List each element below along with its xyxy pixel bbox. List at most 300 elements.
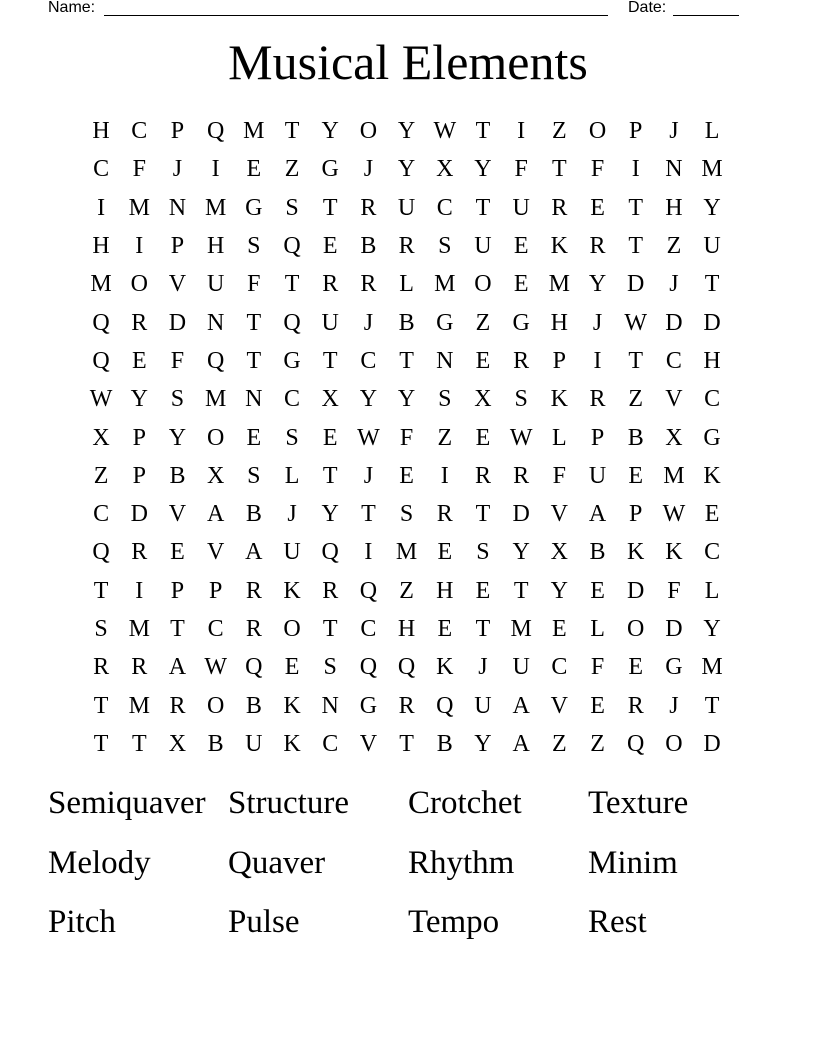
- grid-letter: I: [517, 118, 526, 145]
- grid-letter: J: [478, 654, 488, 681]
- name-field-line[interactable]: [104, 15, 608, 16]
- grid-letter: O: [359, 118, 378, 145]
- page-title: Musical Elements: [228, 34, 588, 90]
- grid-letter: Q: [206, 347, 225, 374]
- grid-letter: Q: [283, 233, 301, 260]
- grid-row: [82, 112, 732, 150]
- grid-letter: R: [360, 194, 377, 221]
- grid-letter: P: [629, 501, 643, 528]
- grid-letter: Z: [475, 309, 491, 336]
- grid-letter: T: [93, 577, 109, 604]
- grid-letter: G: [703, 424, 721, 451]
- grid-letter: T: [322, 194, 338, 221]
- grid-letter: E: [246, 424, 262, 451]
- grid-letter: P: [552, 347, 567, 374]
- grid-letter: H: [92, 233, 110, 260]
- grid-letter: F: [247, 271, 261, 298]
- date-field-line[interactable]: [673, 15, 739, 16]
- grid-letter: C: [207, 616, 224, 642]
- grid-letter: B: [245, 692, 262, 719]
- grid-letter: J: [363, 462, 374, 489]
- grid-letter: S: [285, 424, 299, 451]
- grid-letter: Q: [436, 692, 454, 719]
- grid-letter: K: [703, 462, 721, 489]
- grid-letter: Z: [93, 462, 109, 489]
- grid-letter: V: [550, 692, 569, 719]
- grid-letter: N: [665, 156, 683, 183]
- grid-letter: Y: [397, 156, 416, 183]
- grid-letter: A: [512, 730, 530, 757]
- grid-letter: I: [135, 577, 144, 604]
- grid-letter: Q: [92, 347, 110, 374]
- grid-letter: T: [628, 194, 644, 221]
- grid-letter: K: [665, 539, 683, 566]
- grid-letter: O: [130, 271, 148, 298]
- grid-letter: T: [131, 730, 147, 757]
- grid-letter: F: [514, 156, 528, 183]
- grid-letter: E: [284, 654, 300, 681]
- grid-letter: T: [361, 501, 376, 528]
- grid-letter: B: [398, 309, 415, 336]
- grid-row: [82, 150, 732, 188]
- grid-letter: E: [131, 347, 147, 374]
- grid-letter: S: [247, 462, 261, 489]
- grid-letter: R: [551, 194, 568, 221]
- grid-letter: Z: [552, 730, 567, 757]
- grid-letter: C: [93, 156, 110, 183]
- grid-letter: E: [513, 233, 529, 260]
- grid-row: [82, 265, 732, 303]
- grid-letter: X: [321, 386, 339, 413]
- grid-letter: Z: [284, 156, 300, 183]
- grid-letter: C: [436, 194, 453, 221]
- grid-letter: U: [206, 271, 225, 298]
- grid-letter: O: [474, 271, 492, 298]
- word-list-item: Pitch: [48, 904, 116, 940]
- grid-letter: M: [548, 271, 571, 298]
- grid-letter: R: [93, 654, 110, 681]
- grid-letter: D: [627, 577, 645, 604]
- grid-letter: R: [169, 692, 186, 719]
- grid-letter: M: [701, 156, 723, 183]
- grid-letter: T: [628, 233, 644, 260]
- grid-letter: Y: [512, 539, 530, 566]
- grid-letter: U: [397, 194, 416, 221]
- word-list: [48, 778, 768, 957]
- grid-letter: T: [704, 271, 720, 298]
- grid-letter: P: [170, 118, 185, 145]
- grid-letter: E: [322, 233, 338, 260]
- grid-letter: B: [360, 233, 377, 260]
- grid-letter: V: [550, 501, 569, 528]
- grid-letter: L: [590, 616, 605, 642]
- grid-letter: U: [245, 730, 263, 757]
- grid-row: [82, 648, 732, 686]
- grid-letter: Y: [588, 271, 607, 298]
- grid-letter: P: [132, 424, 146, 451]
- grid-letter: T: [246, 347, 262, 374]
- grid-letter: A: [588, 501, 607, 528]
- grid-letter: R: [360, 271, 377, 298]
- grid-letter: E: [170, 539, 185, 566]
- grid-letter: Z: [399, 577, 414, 604]
- grid-letter: X: [92, 424, 110, 451]
- grid-letter: W: [509, 424, 533, 451]
- grid-letter: E: [628, 462, 644, 489]
- grid-letter: U: [283, 539, 301, 566]
- grid-letter: Q: [627, 730, 645, 757]
- grid-letter: D: [130, 501, 148, 528]
- grid-letter: R: [131, 654, 148, 681]
- grid-row: [82, 189, 732, 227]
- grid-letter: U: [474, 692, 492, 719]
- grid-letter: Q: [397, 654, 416, 681]
- grid-letter: N: [436, 347, 454, 374]
- grid-letter: H: [206, 233, 225, 260]
- worksheet-header: [48, 0, 748, 20]
- word-list-item: Structure: [228, 785, 349, 821]
- word-list-item: Minim: [588, 844, 678, 881]
- grid-letter: F: [667, 577, 681, 604]
- grid-letter: I: [211, 156, 220, 183]
- grid-letter: M: [243, 118, 265, 145]
- grid-letter: Y: [397, 118, 416, 145]
- grid-letter: C: [93, 501, 110, 528]
- grid-letter: L: [552, 424, 567, 451]
- grid-letter: E: [590, 692, 605, 719]
- grid-letter: R: [131, 539, 148, 566]
- grid-letter: G: [359, 692, 378, 719]
- grid-letter: S: [94, 616, 108, 642]
- grid-letter: U: [321, 309, 339, 336]
- grid-letter: A: [168, 654, 187, 681]
- grid-letter: A: [245, 539, 263, 566]
- grid-letter: T: [246, 309, 262, 336]
- grid-letter: R: [589, 233, 606, 260]
- grid-letter: H: [550, 309, 569, 336]
- grid-letter: V: [359, 730, 378, 757]
- grid-letter: Y: [703, 194, 721, 221]
- grid-letter: B: [245, 501, 262, 528]
- grid-letter: C: [322, 730, 339, 757]
- word-list-item: Rhythm: [408, 844, 515, 881]
- grid-letter: O: [206, 424, 225, 451]
- grid-letter: R: [513, 347, 530, 374]
- word-list-item: Semiquaver: [48, 785, 206, 821]
- grid-letter: T: [628, 347, 644, 374]
- grid-letter: I: [97, 194, 106, 221]
- grid-letter: O: [283, 616, 301, 642]
- grid-letter: T: [399, 730, 414, 757]
- grid-row: [82, 418, 732, 456]
- grid-letter: T: [284, 271, 300, 298]
- grid-letter: O: [588, 118, 607, 145]
- grid-letter: J: [669, 118, 679, 145]
- grid-letter: M: [204, 386, 227, 413]
- grid-letter: A: [206, 501, 225, 528]
- grid-letter: E: [437, 539, 453, 566]
- grid-letter: F: [170, 347, 185, 374]
- grid-letter: W: [662, 501, 686, 528]
- word-list-item: Crotchet: [408, 785, 522, 821]
- grid-letter: X: [206, 462, 225, 489]
- grid-letter: T: [170, 616, 185, 642]
- grid-letter: O: [665, 730, 683, 757]
- grid-letter: S: [323, 654, 337, 681]
- grid-letter: C: [704, 539, 721, 566]
- grid-letter: E: [437, 616, 453, 642]
- grid-letter: T: [475, 194, 491, 221]
- grid-letter: F: [552, 462, 567, 489]
- grid-letter: C: [665, 347, 682, 374]
- grid-letter: G: [321, 156, 339, 183]
- grid-letter: H: [92, 118, 110, 145]
- grid-letter: J: [363, 309, 374, 336]
- grid-letter: Y: [130, 386, 148, 413]
- grid-letter: K: [436, 654, 454, 681]
- grid-letter: E: [513, 271, 529, 298]
- grid-letter: B: [589, 539, 606, 566]
- grid-letter: Q: [283, 309, 301, 336]
- grid-letter: E: [628, 654, 644, 681]
- grid-letter: J: [592, 309, 603, 336]
- grid-letter: P: [208, 577, 223, 604]
- grid-row: [82, 610, 732, 648]
- grid-letter: I: [364, 539, 373, 566]
- grid-letter: Y: [703, 616, 721, 642]
- grid-letter: P: [132, 462, 146, 489]
- grid-letter: Z: [628, 386, 644, 413]
- word-list-item: Rest: [588, 904, 647, 940]
- grid-letter: I: [135, 233, 144, 260]
- grid-letter: T: [93, 692, 109, 719]
- grid-letter: N: [206, 309, 225, 336]
- grid-letter: N: [321, 692, 339, 719]
- grid-letter: Z: [590, 730, 605, 757]
- grid-letter: C: [360, 616, 377, 642]
- word-list-item: Tempo: [408, 904, 500, 940]
- grid-letter: N: [168, 194, 187, 221]
- grid-letter: L: [704, 577, 720, 604]
- grid-letter: T: [513, 577, 529, 604]
- grid-letter: R: [322, 577, 339, 604]
- grid-letter: P: [590, 424, 605, 451]
- grid-row: [82, 303, 732, 341]
- grid-letter: U: [512, 194, 530, 221]
- grid-letter: W: [204, 654, 227, 681]
- grid-letter: M: [663, 462, 685, 489]
- grid-letter: E: [590, 577, 605, 604]
- grid-row: [82, 342, 732, 380]
- word-list-item: Pulse: [228, 904, 300, 940]
- grid-letter: T: [322, 347, 338, 374]
- grid-letter: F: [590, 156, 605, 183]
- grid-letter: X: [168, 730, 187, 757]
- grid-letter: B: [436, 730, 453, 757]
- grid-letter: T: [322, 462, 338, 489]
- grid-letter: T: [284, 118, 300, 145]
- grid-letter: R: [245, 616, 262, 642]
- grid-letter: V: [168, 271, 187, 298]
- grid-letter: D: [168, 309, 187, 336]
- grid-letter: G: [436, 309, 454, 336]
- grid-letter: R: [436, 501, 453, 528]
- grid-letter: I: [593, 347, 602, 374]
- grid-letter: Z: [552, 118, 567, 145]
- grid-letter: G: [665, 654, 683, 681]
- grid-letter: S: [476, 539, 490, 566]
- grid-letter: L: [284, 462, 300, 489]
- grid-letter: M: [128, 194, 150, 221]
- grid-letter: K: [283, 577, 301, 604]
- grid-letter: H: [397, 616, 416, 642]
- grid-letter: Y: [168, 424, 187, 451]
- grid-letter: C: [704, 386, 721, 413]
- grid-letter: K: [550, 233, 569, 260]
- grid-letter: R: [131, 309, 148, 336]
- grid-letter: P: [170, 233, 185, 260]
- grid-letter: B: [169, 462, 186, 489]
- grid-letter: Y: [397, 386, 416, 413]
- name-label: Name:: [48, 0, 96, 16]
- grid-letter: K: [627, 539, 645, 566]
- grid-letter: X: [665, 424, 683, 451]
- grid-letter: M: [395, 539, 418, 566]
- grid-letter: J: [669, 692, 679, 719]
- grid-letter: M: [510, 616, 532, 642]
- grid-letter: M: [701, 654, 723, 681]
- grid-letter: D: [665, 309, 683, 336]
- grid-letter: C: [284, 386, 301, 413]
- grid-letter: E: [475, 424, 491, 451]
- grid-letter: D: [627, 271, 645, 298]
- grid-letter: S: [438, 386, 452, 413]
- word-list-item: Quaver: [228, 844, 326, 881]
- grid-letter: R: [398, 692, 415, 719]
- grid-letter: X: [436, 156, 454, 183]
- grid-letter: I: [631, 156, 640, 183]
- grid-letter: K: [550, 386, 569, 413]
- grid-letter: B: [207, 730, 224, 757]
- grid-letter: T: [93, 730, 109, 757]
- grid-letter: E: [322, 424, 338, 451]
- grid-letter: P: [170, 577, 185, 604]
- grid-letter: R: [589, 386, 606, 413]
- grid-letter: Q: [245, 654, 263, 681]
- grid-letter: E: [399, 462, 414, 489]
- grid-letter: T: [552, 156, 567, 183]
- grid-letter: Q: [92, 309, 110, 336]
- grid-letter: R: [627, 692, 644, 719]
- grid-letter: R: [398, 233, 415, 260]
- grid-letter: O: [627, 616, 645, 642]
- grid-letter: T: [399, 347, 414, 374]
- grid-letter: V: [665, 386, 683, 413]
- grid-letter: V: [168, 501, 187, 528]
- grid-letter: B: [627, 424, 644, 451]
- grid-letter: P: [629, 118, 643, 145]
- grid-letter: F: [132, 156, 146, 183]
- grid-letter: D: [703, 309, 721, 336]
- grid-letter: J: [172, 156, 183, 183]
- grid-letter: U: [512, 654, 530, 681]
- grid-letter: H: [703, 347, 721, 374]
- grid-letter: W: [357, 424, 380, 451]
- grid-row: [82, 457, 732, 495]
- grid-letter: E: [552, 616, 567, 642]
- grid-letter: S: [514, 386, 528, 413]
- grid-letter: X: [474, 386, 492, 413]
- grid-letter: E: [590, 194, 605, 221]
- grid-letter: M: [90, 271, 112, 298]
- grid-letter: F: [399, 424, 414, 451]
- grid-letter: Y: [321, 118, 339, 145]
- grid-letter: K: [283, 692, 301, 719]
- grid-letter: M: [128, 616, 150, 642]
- grid-row: [82, 725, 732, 763]
- word-search-grid: [82, 112, 732, 763]
- grid-letter: J: [669, 271, 679, 298]
- grid-letter: E: [475, 577, 491, 604]
- grid-letter: Q: [359, 577, 378, 604]
- grid-letter: E: [704, 501, 720, 528]
- grid-letter: S: [170, 386, 185, 413]
- grid-letter: K: [283, 730, 301, 757]
- grid-letter: E: [246, 156, 262, 183]
- grid-letter: G: [245, 194, 263, 221]
- grid-letter: U: [588, 462, 607, 489]
- grid-letter: J: [287, 501, 297, 528]
- grid-letter: G: [283, 347, 301, 374]
- grid-letter: Y: [321, 501, 339, 528]
- grid-letter: W: [624, 309, 648, 336]
- grid-letter: T: [322, 616, 338, 642]
- grid-letter: S: [438, 233, 452, 260]
- grid-letter: F: [590, 654, 605, 681]
- grid-letter: A: [512, 692, 530, 719]
- word-list-item: Texture: [588, 785, 689, 821]
- grid-letter: C: [551, 654, 568, 681]
- grid-row: [82, 227, 732, 265]
- grid-letter: Q: [359, 654, 378, 681]
- grid-letter: Q: [321, 539, 339, 566]
- grid-letter: L: [399, 271, 414, 298]
- grid-letter: Q: [92, 539, 110, 566]
- grid-letter: R: [245, 577, 262, 604]
- grid-letter: N: [245, 386, 263, 413]
- grid-letter: H: [665, 194, 683, 221]
- grid-letter: E: [475, 347, 491, 374]
- grid-letter: R: [513, 462, 530, 489]
- date-label: Date:: [628, 0, 667, 16]
- grid-letter: M: [434, 271, 456, 298]
- grid-letter: V: [206, 539, 225, 566]
- grid-row: [82, 686, 732, 724]
- grid-letter: T: [475, 118, 491, 145]
- grid-letter: Y: [474, 730, 492, 757]
- grid-row: [82, 380, 732, 418]
- grid-letter: U: [703, 233, 721, 260]
- grid-letter: Y: [550, 577, 569, 604]
- grid-letter: Z: [666, 233, 682, 260]
- grid-letter: U: [474, 233, 492, 260]
- grid-letter: T: [475, 501, 491, 528]
- grid-letter: Y: [359, 386, 378, 413]
- grid-letter: O: [206, 692, 225, 719]
- grid-letter: D: [512, 501, 530, 528]
- grid-letter: D: [665, 616, 683, 642]
- grid-row: [82, 533, 732, 571]
